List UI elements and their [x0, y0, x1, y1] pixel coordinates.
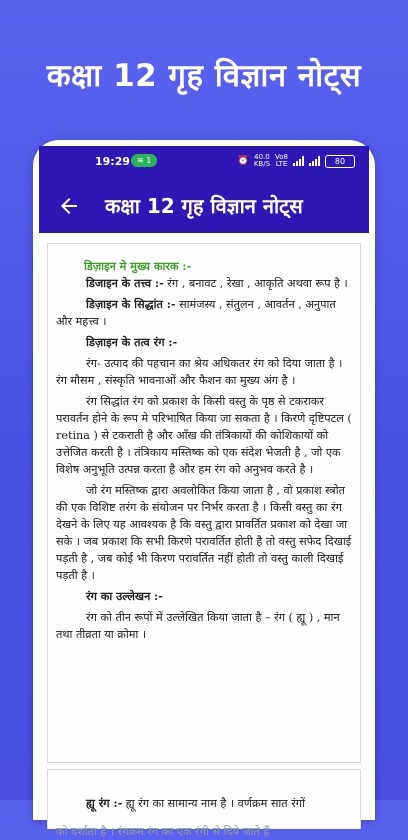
principles-text: सामंजस्य , संतुलन , आवर्तन , अनुपात और महत्त्व ।: [56, 298, 336, 328]
description-title: रंग का उल्लेखन :-: [86, 589, 163, 603]
network-speed: [254, 154, 270, 168]
app-title: कक्षा 12 गृह विज्ञान नोट्स: [105, 194, 303, 218]
battery-icon: 80: [325, 155, 355, 168]
hue-title: ह्यू रंग :-: [86, 796, 123, 811]
hue-text-cut: को दर्शाता है । रंगक्रम रंग का एक रंगी से दिये जाते हैं: [56, 825, 270, 839]
hue-text: ह्यू रंग का सामान्य नाम है । वर्णक्रम सात रंगों: [122, 797, 305, 811]
notes-content[interactable]: [39, 233, 369, 839]
elements-text: रंग , बनावट , रेखा , आकृति अथवा रूप है ।: [163, 277, 348, 290]
notes-page: [47, 243, 361, 763]
lte-label: LTE: [275, 160, 288, 168]
toolbar: [39, 186, 369, 230]
volte-indicator: [275, 154, 288, 168]
phone-screen: [39, 146, 369, 839]
signal-icon-2: [309, 156, 320, 166]
app-bar: [39, 146, 369, 233]
phone-frame: [33, 140, 375, 839]
back-button[interactable]: [57, 194, 81, 218]
hotspot-pill: ≋ 1: [131, 154, 157, 167]
status-time: 19:29: [95, 155, 131, 168]
principles-title: डिज़ाइन के सिद्धांत :-: [86, 297, 176, 311]
paragraph-3: जो रंग मस्तिष्क द्वारा अवलोकित किया जाता है , वो प्रकाश स्त्रोत की एक विशिष्ट तरंग के संयोजन पर निर्भर करता है । किसी वस्तु का रंग देखने के लिए यह आवश्यक है कि वस्तु द्वारा प्रावर्तित प्रकाश को देखा जा सके । जब प्रकाश कि सभी किरणे परावर्तित होती है तो वस्तु सफेद दिखाई पड़ती है , जब कोई भी किरण परावर्तित नहीं होती तो वस्तु काली दिखाई पड़ती है ।: [56, 484, 352, 582]
signal-icon: [293, 156, 304, 166]
network-speed-value: 40.0: [254, 153, 270, 161]
color-title: डिज़ाइन के तत्व रंग :-: [86, 335, 178, 349]
paragraph-1: रंग- उत्पाद की पहचान का श्रेय अधिकतर रंग को दिया जाता है । रंग मौसम , संस्कृति भावनाओं और फैशन का मुख्य अंग है ।: [56, 357, 343, 387]
paragraph-2: रंग सिद्धांत रंग को प्रकाश के किसी वस्तु के पृष्ठ से टकराकर परावर्तन होने के रूप मे परिभाषित किया जा सकता है । किरणे दृष्टिपटल ( retina ) से टकराती है और आँख की तंत्रिकायों की कोशिकायों को उत्तेजित करती है । तंत्रिकाय मस्तिष्क को एक संदेश भेजती है , जो एक विशेष अनुभूति उत्पन्न करता है और हम रंग को अनुभव करते है ।: [56, 395, 352, 476]
principles-paragraph: [56, 296, 352, 330]
paragraph-4: रंग को तीन रूपों में उल्लेखित किया जाता है – रंग ( ह्यू ) , मान तथा तीव्रता या क्रोमा ।: [56, 611, 340, 641]
main-heading: डिज़ाइन मे मुख्य कारक :-: [84, 259, 192, 273]
status-bar: [39, 146, 369, 174]
elements-title: डिजाइन के तत्त्व :-: [86, 276, 164, 290]
notes-page-next: [47, 769, 361, 839]
hue-paragraph: [56, 795, 352, 812]
volte-label: Vo8: [275, 153, 288, 161]
elements-paragraph: [56, 275, 352, 292]
arrow-left-icon: [57, 194, 81, 218]
network-speed-unit: KB/S: [253, 160, 271, 168]
promo-title: कक्षा 12 गृह विज्ञान नोट्स: [46, 58, 362, 94]
alarm-icon: ⏰: [237, 156, 249, 166]
status-icons: [238, 154, 355, 168]
